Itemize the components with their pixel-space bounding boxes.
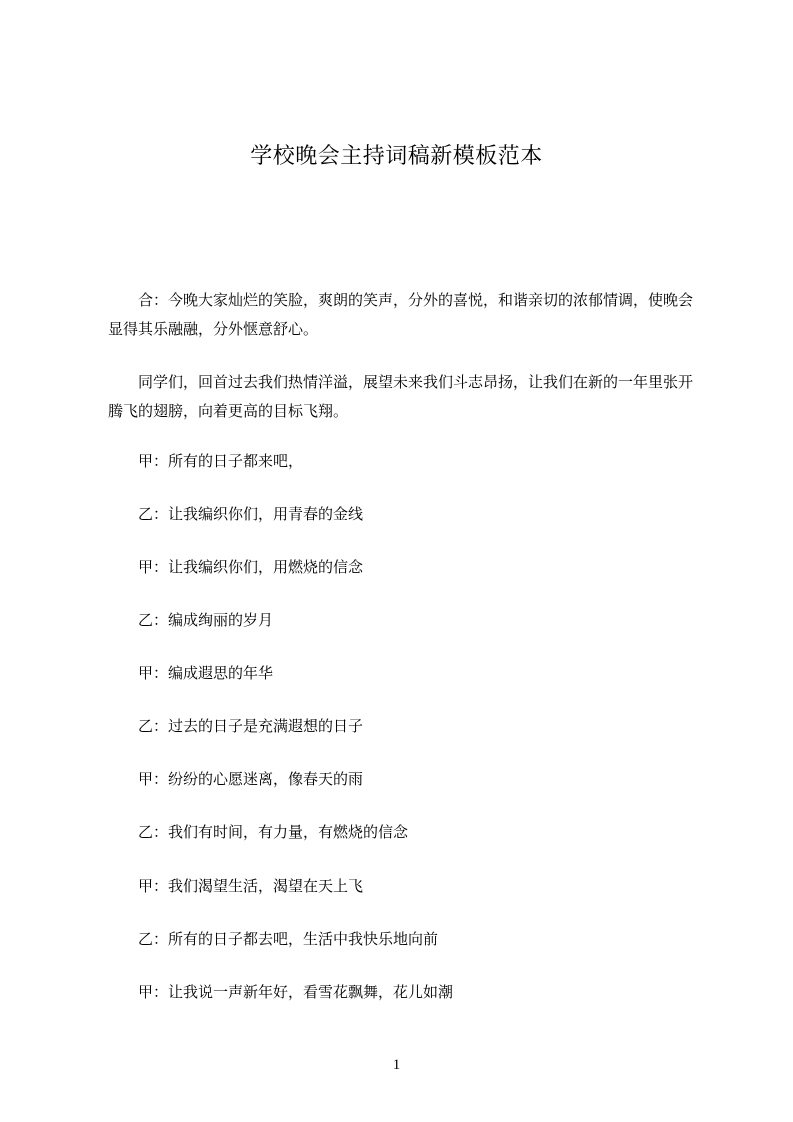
- page-number: 1: [392, 1057, 401, 1073]
- dialogue-line: 乙：编成绚丽的岁月: [138, 611, 274, 629]
- dialogue-line: 乙：过去的日子是充满遐想的日子: [138, 717, 364, 735]
- paragraph-text: 同学们，回首过去我们热情洋溢，展望未来我们斗志昂扬，让我们在新的一年里张开腾飞的翅膀，向着更高的目标飞翔。: [108, 373, 694, 420]
- paragraph-second: [108, 368, 702, 426]
- dialogue-line: 甲：编成遐思的年华: [138, 664, 274, 682]
- document-title: 学校晚会主持词稿新模板范本: [250, 144, 543, 169]
- dialogue-line: 甲：所有的日子都来吧，: [138, 452, 304, 470]
- dialogue-line: 甲：让我说一声新年好，看雪花飘舞，花儿如潮: [138, 983, 454, 1001]
- dialogue-line: 甲：我们渴望生活，渴望在天上飞: [138, 877, 364, 895]
- dialogue-line: 乙：所有的日子都去吧，生活中我快乐地向前: [138, 930, 439, 948]
- paragraph-text: 合：今晚大家灿烂的笑脸，爽朗的笑声，分外的喜悦，和谐亲切的浓郁情调，使晚会显得其乐融融，分外惬意舒心。: [108, 291, 694, 338]
- dialogue-line: 甲：纷纷的心愿迷离，像春天的雨: [138, 770, 364, 788]
- paragraph-opening: [108, 286, 702, 344]
- dialogue-line: 甲：让我编织你们，用燃烧的信念: [138, 558, 364, 576]
- dialogue-line: 乙：让我编织你们，用青春的金线: [138, 505, 364, 523]
- dialogue-line: 乙：我们有时间，有力量，有燃烧的信念: [138, 823, 409, 841]
